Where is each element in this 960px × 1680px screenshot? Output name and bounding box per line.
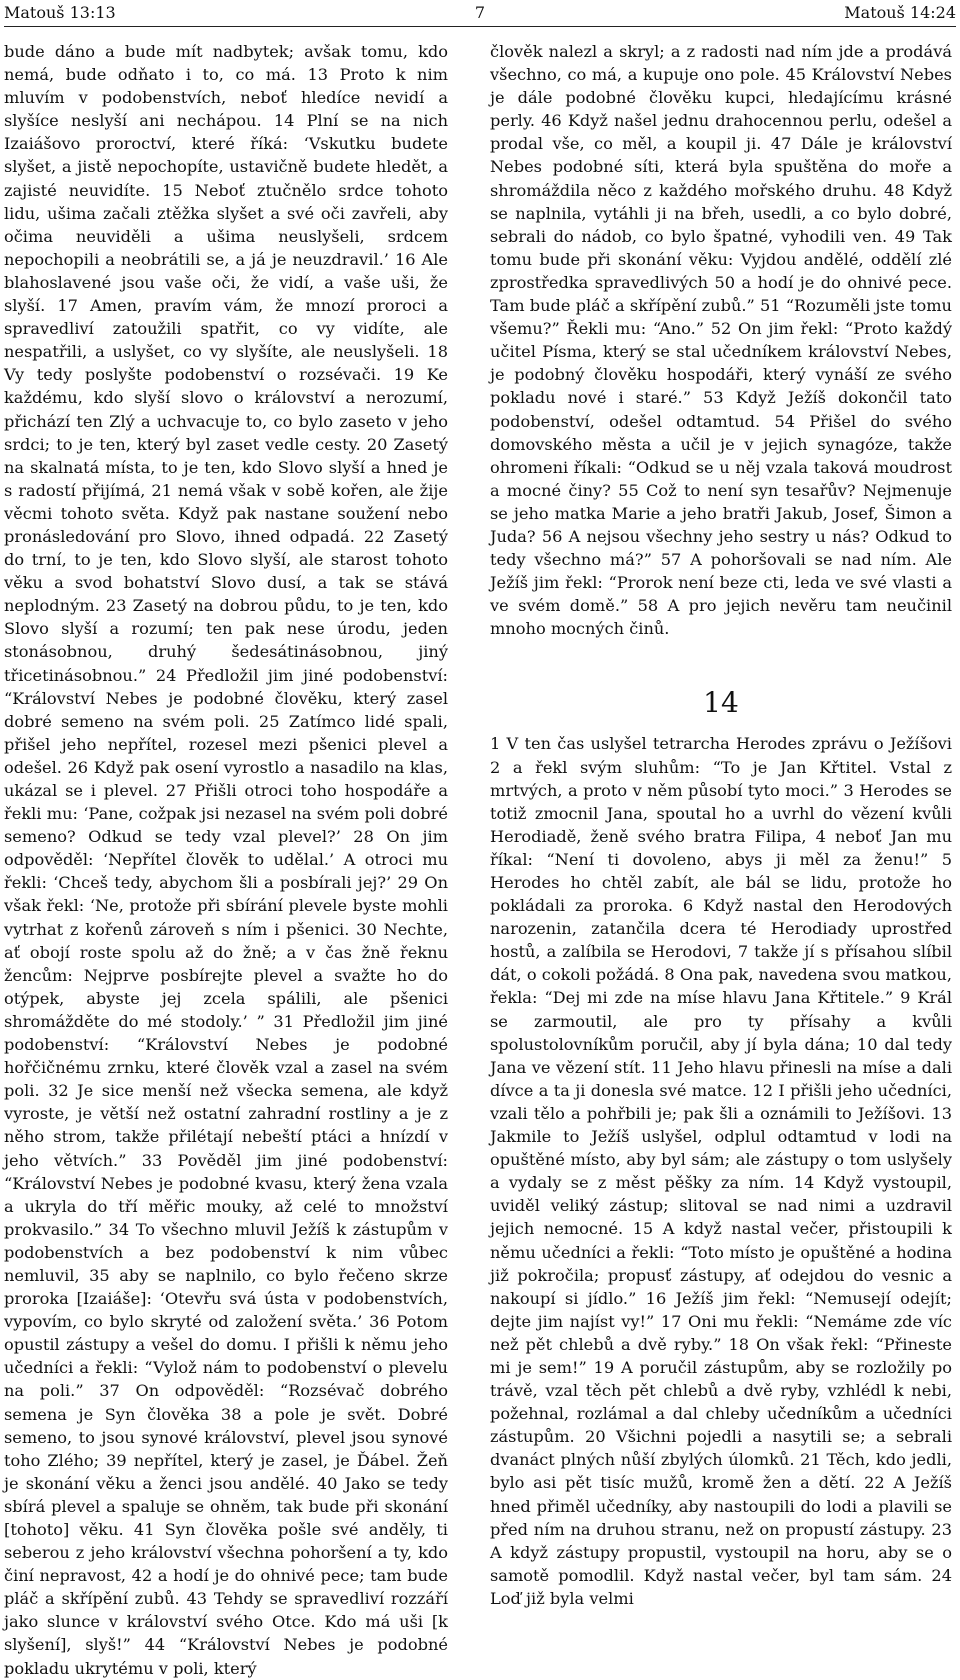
- page-header: [4, 2, 956, 24]
- header-rule: [4, 26, 956, 27]
- left-column: [4, 40, 448, 1678]
- header-left-reference: Matouš 13:13: [4, 3, 116, 22]
- page-number: 7: [474, 3, 486, 22]
- left-column-text: bude dáno a bude mít nadbytek; avšak tomu, kdo nemá, bude odňato i to, co má. 13 Proto k nim mluvím v podobenstvích, neboť hledíce nevidí a slyšíce neslyší ani nechápou. 14 Plní se na nich Izaiášovo proroctví, které říká: ‘Vskutku budete slyšet, a jistě nepochopíte, ustavičně budete hledět, a zajisté neuvidíte. 15 Neboť ztučnělo srdce tohoto lidu, ušima začali ztěžka slyšet a své oči zavřeli, aby očima neuviděli a ušima neuslyšeli, srdcem nepochopili a neobrátili se, a já je neuzdravil.’ 16 Ale blahoslavené jsou vaše oči, že vidí, a vaše uši, že slyší. 17 Amen, pravím vám, že mnozí proroci a spravedliví zatoužili spatřit, co vy vidíte, ale nespatřili, a uslyšet, co vy slyšíte, ale neuslyšeli. 18 Vy tedy poslyšte podobenství o rozsévači. 19 Ke každému, kdo slyší slovo o království a nerozumí, přichází ten Zlý a uchvacuje to, co bylo zaseto v jeho srdci; to je ten, který byl zaset vedle cesty. 20 Zasetý na skalnatá místa, to je ten, kdo Slovo slyší a hned je s radostí přijímá, 21 nemá však v sobě kořen, ale žije věcmi tohoto světa. Když pak nastane soužení nebo pronásledování pro Slovo, ihned odpadá. 22 Zasetý do trní, to je ten, kdo Slovo slyší, ale starost tohoto věku a svod bohatství Slovo dusí, a tak se stává neplodným. 23 Zasetý na dobrou půdu, to je ten, kdo Slovo slyší a rozumí; ten pak nese úrodu, jeden stonásobnou, druhý šedesátinásobnou, jiný třicetinásobnou.” 24 Předložil jim jiné podobenství: “Království Nebes je podobné člověku, který zasel dobré semeno na svém poli. 25 Zatímco lidé spali, přišel jeho nepřítel, rozesel mezi pšenici plevel a odešel. 26 Když pak osení vyrostlo a nasadilo na klas, ukázal se i plevel. 27 Přišli otroci toho hospodáře a řekli mu: ‘Pane, cožpak jsi nezasel na svém poli dobré semeno? Odkud se tedy vzal plevel?’ 28 On jim odpověděl: ‘Nepřítel člověk to udělal.’ A otroci mu řekli: ‘Chceš tedy, abychom šli a posbírali jej?’ 29 On však řekl: ‘Ne, protože při sbírání plevele byste mohli vytrhat z kořenů zároveň s ním i pšenici. 30 Nechte, ať obojí roste spolu až do žně; a v čas žně řeknu žencům: Nejprve posbírejte plevel a svažte ho do otýpek, abyste jej zcela spálili, ale pšenici shromážděte do mé stodoly.’ ” 31 Předložil jim jiné podobenství: “Království Nebes je podobné hořčičnému zrnku, které člověk vzal a zasel na svém poli. 32 Je sice menší než všecka semena, ale když vyroste, je větší než ostatní zahradní rostliny a je z něho strom, takže přilétají nebeští ptáci a hnízdí v jeho větvích.” 33 Pověděl jim jiné podobenství: “Království Nebes je podobné kvasu, který žena vzala a ukryla do tří měřic mouky, až celé to množství prokvasilo.” 34 To všechno mluvil Ježíš k zástupům v podobenstvích a bez podobenství k nim vůbec nemluvil, 35 aby se naplnilo, co bylo řečeno skrze proroka [Izaiáše]: ‘Otevřu svá ústa v podobenstvích, vypovím, co bylo skryté od založení světa.’ 36 Potom opustil zástupy a vešel do domu. I přišli k němu jeho učedníci a řekli: “Vylož nám to podobenství o plevelu na poli.” 37 On odpověděl: “Rozsévač dobrého semena je Syn člověka 38 a pole je svět. Dobré semeno, to jsou synové království, plevel jsou synové toho Zlého; 39 nepřítel, který je zasel, je Ďábel. Žeň je skonání věku a ženci jsou andělé. 40 Jako se tedy sbírá plevel a spaluje se ohněm, tak bude při skonání [tohoto] věku. 41 Syn člověka pošle své anděly, ti seberou z jeho království všechna pohoršení a ty, kdo činí nepravost, 42 a hodí je do ohnivé pece; tam bude pláč a skřípění zubů. 43 Tehdy se spravedliví rozzáří jako slunce v království svého Otce. Kdo má uši [k slyšení], slyš!” 44 “Království Nebes je podobné pokladu ukrytému v poli, který: [4, 42, 448, 1678]
- right-column: [490, 40, 952, 1608]
- chapter-number: 14: [703, 686, 739, 720]
- header-right-reference: Matouš 14:24: [844, 3, 956, 22]
- right-column-text-after: 1 V ten čas uslyšel tetrarcha Herodes zprávu o Ježíšovi 2 a řekl svým sluhům: “To je Jan Křtitel. Vstal z mrtvých, a proto v něm působí tyto moci.” 3 Herodes se totiž zmocnil Jana, spoutal ho a uvrhl do vězení kvůli Herodiadě, ženě svého bratra Filipa, 4 neboť Jan mu říkal: “Není ti dovoleno, abys ji měl za ženu!” 5 Herodes ho chtěl zabít, ale bál se lidu, protože ho pokládali za proroka. 6 Když nastal den Herodových narozenin, zatančila dcera té Herodiady uprostřed hostů, a zalíbila se Herodovi, 7 takže jí s přísahou slíbil dát, o cokoli požádá. 8 Ona pak, navedena svou matkou, řekla: “Dej mi zde na míse hlavu Jana Křtitele.” 9 Král se zarmoutil, ale pro ty přísahy a kvůli spolustolovníkům poručil, aby jí byla dána; 10 dal tedy Jana ve vězení stít. 11 Jeho hlavu přinesli na míse a dali dívce a ta ji donesla své matce. 12 I přišli jeho učedníci, vzali tělo a pohřbili je; pak šli a oznámili to Ježíšovi. 13 Jakmile to Ježíš uslyšel, odplul odtamtud v lodi na opuštěné místo, aby byl sám; ale zástupy o tom uslyšely a vydaly se z měst pěšky za ním. 14 Když vystoupil, uviděl veliký zástup; slitoval se nad nimi a uzdravil jejich nemocné. 15 A když nastal večer, přistoupili k němu učedníci a řekli: “Toto místo je opuštěné a hodina již pokročila; propusť zástupy, ať odejdou do vesnic a nakoupí si jídlo.” 16 Ježíš jim řekl: “Nemusejí odejít; dejte jim najíst vy!” 17 Oni mu řekli: “Nemáme zde víc než pět chlebů a dvě ryby.” 18 On však řekl: “Přineste mi je sem!” 19 A poručil zástupům, aby se rozložily po trávě, vzal těch pět chlebů a dvě ryby, vzhlédl k nebi, požehnal, rozlámal a dal chleby učedníkům a učedníci zástupům. 20 Všichni pojedli a nasytili se; a sebrali dvanáct plných nůší zbylých úlomků. 21 Těch, kdo jedli, bylo asi pět tisíc mužů, kromě žen a dětí. 22 A Ježíš hned přiměl učedníky, aby nastoupili do lodi a plavili se před ním na druhou stranu, než on propustí zástupy. 23 A když zástupy propustil, vystoupil na horu, aby se o samotě pomodlil. Když nastal večer, byl tam sám. 24 Loď již byla velmi: [490, 734, 952, 1608]
- right-column-text-before: člověk nalezl a skryl; a z radosti nad ním jde a prodává všechno, co má, a kupuje ono pole. 45 Království Nebes je dále podobné člověku kupci, hledajícímu krásné perly. 46 Když našel jednu drahocennou perlu, odešel a prodal vše, co měl, a koupil ji. 47 Dále je království Nebes podobné síti, která byla spuštěna do moře a shromáždila něco z každého mořského druhu. 48 Když se naplnila, vytáhli ji na břeh, usedli, a co bylo dobré, sebrali do nádob, co bylo špatné, vyhodili ven. 49 Tak tomu bude při skonání věku: Vyjdou andělé, oddělí zlé zprostředka spravedlivých 50 a hodí je do ohnivé pece. Tam bude pláč a skřípění zubů.” 51 “Rozuměli jste tomu všemu?” Řekli mu: “Ano.” 52 On jim řekl: “Proto každý učitel Písma, který se stal učedníkem království Nebes, je podobný člověku hospodáři, který vynáší ze svého pokladu nové i staré.” 53 Když Ježíš dokončil tato podobenství, odešel odtamtud. 54 Přišel do svého domovského města a učil je v jejich synagóze, takže ohromeni říkali: “Odkud se u něj vzala taková moudrost a mocné činy? 55 Což to není syn tesařův? Nejmenuje se jeho matka Marie a jeho bratři Jakub, Josef, Šimon a Juda? 56 A nejsou všechny jeho sestry u nás? Odkud to tedy všechno má?” 57 A pohoršovali se nad ním. Ale Ježíš jim řekl: “Prorok není beze cti, leda ve své vlasti a ve svém domě.” 58 A pro jejich nevěru tam neučinil mnoho mocných činů.: [490, 42, 952, 639]
